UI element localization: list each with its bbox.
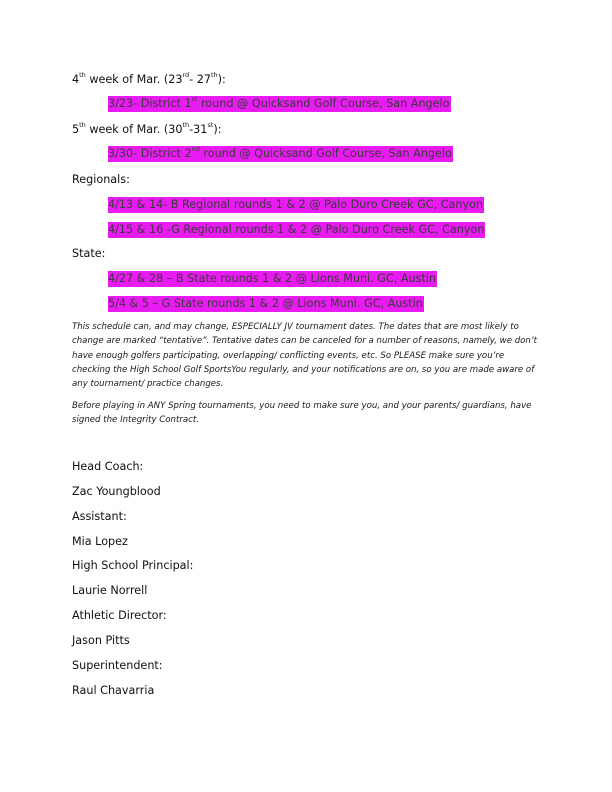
- principal-label: High School Principal:: [72, 559, 194, 572]
- district-round-1-venue: round @ Quicksand Golf Course, San Angelo: [197, 97, 450, 110]
- assistant-label: Assistant:: [72, 510, 127, 523]
- district-round-2-venue: round @ Quicksand Golf Course, San Angelo: [199, 147, 452, 160]
- assistant-name: Mia Lopez: [72, 535, 128, 548]
- state-heading: State:: [72, 247, 106, 260]
- week4-heading-text-2: - 27: [189, 73, 211, 86]
- state-girls: [108, 297, 424, 311]
- superintendent-label: Superintendent:: [72, 659, 163, 672]
- state-boys: [108, 272, 437, 286]
- week4-heading: [72, 73, 226, 87]
- district-round-2-highlight: [108, 146, 453, 162]
- district-round-1: [108, 97, 451, 111]
- week4-heading-suffix: th: [79, 71, 86, 80]
- district-round-1-suffix: st: [191, 95, 198, 104]
- principal-name: Laurie Norrell: [72, 584, 148, 597]
- week4-heading-suffix-2: rd: [182, 71, 190, 80]
- week4-heading-end: ):: [217, 73, 226, 86]
- athletic-director-label: Athletic Director:: [72, 609, 167, 622]
- district-round-2: [108, 147, 453, 161]
- week5-heading-end: ):: [213, 123, 222, 136]
- head-coach-name: Zac Youngblood: [72, 485, 161, 498]
- week5-heading-text-2: -31: [189, 123, 208, 136]
- district-round-2-suffix: nd: [191, 145, 200, 154]
- week5-heading-suffix: th: [79, 121, 86, 130]
- regional-girls-highlight: 4/15 & 16 -G Regional rounds 1 & 2 @ Palo Duro Creek GC, Canyon: [108, 223, 485, 236]
- head-coach-label: Head Coach:: [72, 460, 144, 473]
- tentative-notice: This schedule can, and may change, ESPECIALLY JV tournament dates. The dates that are most likely to change are marked “tentative”. Tentative dates can be canceled for a number of reasons, namely, we don’t have enough golfers participating, overlapping/ conflicting events, etc. So PLEASE make sure you’re checking the High School Golf SportsYou regularly, and your notifications are on, so you are made aware of any tournament/ practice changes.: [72, 322, 537, 390]
- district-round-1-highlight: [108, 96, 451, 112]
- week5-heading-suffix-3: st: [207, 121, 214, 130]
- superintendent-name: Raul Chavarria: [72, 684, 155, 697]
- regional-boys: [108, 198, 484, 212]
- athletic-director-name: Jason Pitts: [72, 634, 130, 647]
- state-boys-highlight: 4/27 & 28 – B State rounds 1 & 2 @ Lions Muni. GC, Austin: [108, 272, 437, 285]
- district-round-1-date: 3/23- District 1: [108, 97, 192, 110]
- integrity-notice: Before playing in ANY Spring tournaments, you need to make sure you, and your parents/ guardians, have signed the Integrity Contract.: [72, 401, 532, 426]
- district-round-2-date: 3/30- District 2: [108, 147, 192, 160]
- week5-heading-suffix-2: th: [182, 121, 190, 130]
- regionals-heading: Regionals:: [72, 173, 130, 186]
- state-girls-highlight: 5/4 & 5 – G State rounds 1 & 2 @ Lions Muni. GC, Austin: [108, 297, 423, 310]
- regional-boys-highlight: 4/13 & 14- B Regional rounds 1 & 2 @ Palo Duro Creek GC, Canyon: [108, 198, 484, 211]
- week4-heading-number: 4: [72, 73, 80, 86]
- week4-heading-suffix-3: th: [210, 71, 218, 80]
- week4-heading-text: week of Mar. (23: [85, 73, 183, 86]
- regional-girls: [108, 223, 485, 237]
- week5-heading-text: week of Mar. (30: [85, 123, 183, 136]
- week5-heading-number: 5: [72, 123, 80, 136]
- week5-heading: [72, 123, 221, 137]
